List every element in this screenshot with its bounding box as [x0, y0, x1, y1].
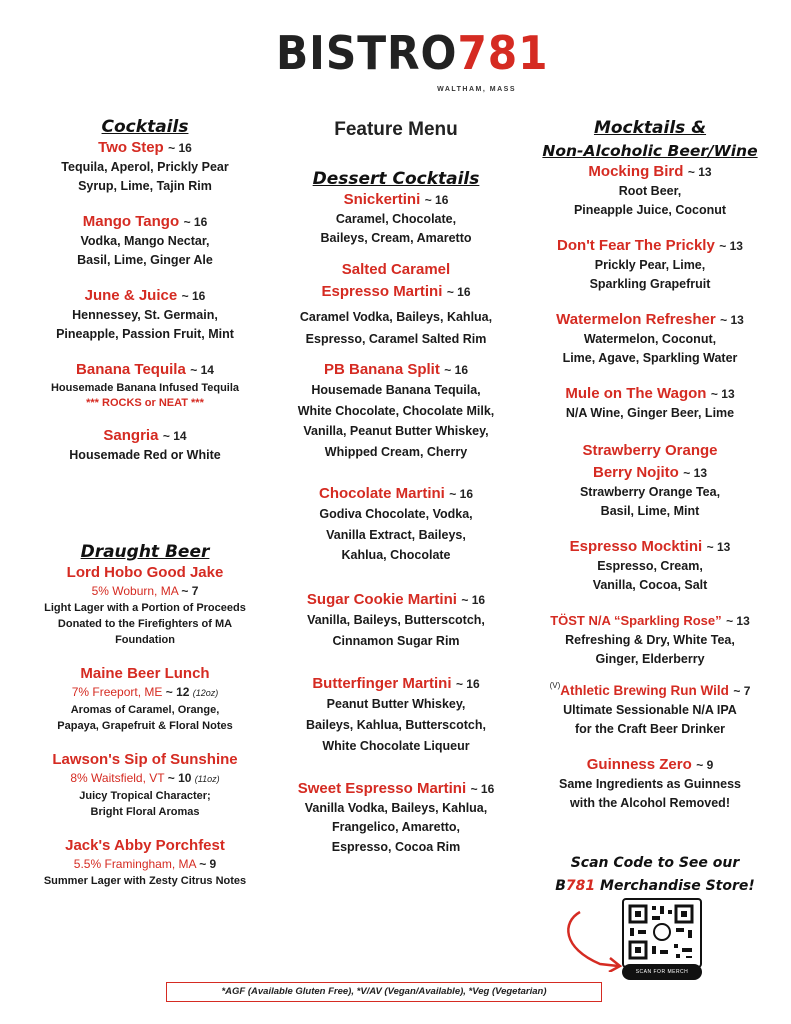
- curved-arrow-icon: [560, 908, 630, 972]
- item-desc: Baileys, Cream, Amaretto: [320, 231, 472, 245]
- item-desc: with the Alcohol Removed!: [570, 796, 730, 810]
- logo: [276, 26, 549, 96]
- dessert-heading: Dessert Cocktails: [312, 169, 480, 189]
- item-price: ~ 12: [165, 685, 190, 699]
- item-desc: Root Beer,: [618, 184, 682, 198]
- item-price: ~ 16: [446, 285, 471, 299]
- logo-bistro: BISTRO: [276, 26, 458, 80]
- item-price: ~ 16: [455, 676, 480, 691]
- item-name: June & Juice: [84, 287, 178, 304]
- menu-item: [530, 384, 770, 423]
- menu-item: [30, 286, 260, 344]
- menu-item: [283, 258, 509, 350]
- item-desc: Vanilla, Cocoa, Salt: [592, 578, 708, 592]
- item-name: Snickertini: [343, 191, 421, 208]
- item-desc: Summer Lager with Zesty Citrus Notes: [43, 875, 247, 887]
- scan-line-1: Scan Code to See our: [570, 855, 740, 871]
- item-price: ~ 7: [733, 684, 751, 698]
- logo-781: 781: [457, 26, 549, 80]
- menu-item: [283, 484, 509, 566]
- item-desc: Housemade Red or White: [69, 448, 221, 462]
- item-desc: Housemade Banana Tequila,: [311, 383, 481, 397]
- item-desc: Light Lager with a Portion of Proceeds: [44, 602, 246, 614]
- scan-b: B: [555, 878, 566, 894]
- item-desc: Sparkling Grapefruit: [589, 277, 711, 291]
- item-location: 5% Woburn, MA: [91, 584, 179, 598]
- item-location: 8% Waitsfield, VT: [70, 771, 165, 785]
- feature-menu-title: Feature Menu: [334, 119, 458, 140]
- menu-item: [530, 310, 770, 368]
- menu-item: [530, 537, 770, 595]
- item-name: Jack's Abby Porchfest: [65, 837, 225, 854]
- item-price: ~ 13: [706, 540, 731, 554]
- item-name: Mule on The Wagon: [565, 385, 707, 402]
- menu-item: [283, 590, 509, 652]
- scan-code-text: [555, 852, 755, 898]
- item-name: Espresso Martini: [321, 283, 443, 300]
- item-price: ~ 16: [461, 592, 486, 607]
- mocktails-heading: Mocktails &: [593, 118, 707, 138]
- item-name: Lawson's Sip of Sunshine: [52, 751, 238, 768]
- item-name: Butterfinger Martini: [312, 674, 452, 692]
- item-name: Sweet Espresso Martini: [297, 779, 467, 797]
- item-location: 7% Freeport, ME: [71, 685, 163, 699]
- menu-item: [30, 836, 260, 889]
- item-note: *** ROCKS or NEAT ***: [86, 397, 204, 409]
- item-desc: White Chocolate, Chocolate Milk,: [297, 403, 495, 418]
- menu-item: [30, 212, 260, 270]
- item-desc: Foundation: [115, 634, 175, 646]
- item-name: Two Step: [98, 139, 164, 156]
- scan-781: 781: [565, 878, 596, 894]
- item-desc: Basil, Lime, Ginger Ale: [77, 253, 213, 267]
- item-name: Mocking Bird: [588, 163, 684, 180]
- cocktails-column: [30, 116, 260, 465]
- item-name: Strawberry Orange: [582, 442, 718, 459]
- item-price: ~ 16: [449, 487, 473, 501]
- beer-heading: Draught Beer: [80, 542, 210, 562]
- item-price: ~ 13: [720, 313, 744, 327]
- menu-item: [283, 779, 509, 858]
- item-desc: Godiva Chocolate, Vodka,: [319, 507, 473, 521]
- item-desc: for the Craft Beer Drinker: [574, 722, 726, 736]
- scan-line-2: [555, 875, 755, 898]
- dietary-legend: *AGF (Available Gluten Free), *V/AV (Vegan/Available), *Veg (Vegetarian): [166, 982, 602, 1002]
- menu-item: [30, 664, 260, 734]
- menu-item: [530, 236, 770, 294]
- item-price: ~ 13: [719, 239, 743, 253]
- item-price: ~ 16: [183, 215, 208, 229]
- item-desc: Cinnamon Sugar Rim: [332, 633, 460, 648]
- item-desc: Donated to the Firefighters of MA: [57, 618, 233, 630]
- item-price: ~ 16: [470, 781, 495, 796]
- item-desc: Kahlua, Chocolate: [341, 548, 451, 562]
- item-price: ~ 13: [726, 614, 750, 628]
- item-desc: Caramel, Chocolate,: [335, 212, 457, 226]
- item-desc: Watermelon, Coconut,: [583, 332, 717, 346]
- item-desc: White Chocolate Liqueur: [322, 738, 470, 753]
- item-price: ~ 9: [696, 758, 714, 772]
- item-desc: Caramel Vodka, Baileys, Kahlua,: [299, 310, 493, 324]
- item-price: ~ 14: [162, 429, 187, 443]
- menu-item: [283, 674, 509, 757]
- item-name: TÖST N/A “Sparkling Rose”: [550, 613, 722, 628]
- item-desc: Espresso, Cocoa Rim: [331, 839, 461, 854]
- item-name: Berry Nojito: [592, 464, 679, 481]
- item-name: Sugar Cookie Martini: [306, 590, 457, 608]
- item-desc: Syrup, Lime, Tajin Rim: [78, 179, 212, 193]
- item-name: Athletic Brewing Run Wild: [560, 683, 729, 698]
- item-desc: Baileys, Kahlua, Butterscotch,: [306, 717, 486, 732]
- item-desc: Prickly Pear, Lime,: [594, 258, 706, 272]
- item-desc: Vodka, Mango Nectar,: [80, 234, 210, 248]
- item-name: Guinness Zero: [586, 756, 692, 773]
- item-name: Salted Caramel: [341, 261, 451, 278]
- item-desc: Pineapple Juice, Coconut: [573, 203, 727, 217]
- item-name: Espresso Mocktini: [569, 538, 703, 555]
- item-desc: Tequila, Aperol, Prickly Pear: [61, 160, 229, 174]
- item-name: Lord Hobo Good Jake: [66, 564, 224, 581]
- item-desc: Espresso, Cream,: [597, 559, 703, 573]
- item-price: ~ 13: [710, 387, 735, 401]
- item-desc: Whipped Cream, Cherry: [324, 444, 468, 459]
- item-desc: Basil, Lime, Mint: [600, 504, 700, 518]
- item-price: ~ 7: [181, 584, 199, 598]
- item-size: (12oz): [192, 688, 219, 698]
- cocktails-heading: Cocktails: [101, 117, 189, 137]
- qr-code-icon: [624, 900, 700, 966]
- menu-item: [530, 681, 770, 739]
- menu-item: [30, 360, 260, 410]
- qr-code[interactable]: [622, 898, 702, 968]
- item-price: ~ 9: [199, 857, 217, 871]
- item-desc: Refreshing & Dry, White Tea,: [565, 633, 735, 647]
- item-name: PB Banana Split: [323, 361, 440, 378]
- item-name: Chocolate Martini: [318, 485, 445, 502]
- item-desc: Ultimate Sessionable N/A IPA: [563, 703, 737, 717]
- item-desc: Ginger, Elderberry: [595, 652, 705, 666]
- item-desc: Pineapple, Passion Fruit, Mint: [56, 327, 234, 341]
- item-desc: Same Ingredients as Guinness: [558, 777, 741, 791]
- item-price: ~ 16: [181, 289, 206, 303]
- item-desc: Vanilla Vodka, Baileys, Kahlua,: [304, 800, 488, 815]
- item-location: 5.5% Framingham, MA: [73, 857, 196, 871]
- menu-item: [530, 162, 770, 220]
- item-desc: Espresso, Caramel Salted Rim: [305, 332, 487, 346]
- logo-location: WALTHAM, MASS: [437, 86, 516, 93]
- item-price: ~ 14: [190, 363, 214, 377]
- item-name: Maine Beer Lunch: [80, 665, 210, 682]
- menu-item: [530, 755, 770, 813]
- item-desc: Strawberry Orange Tea,: [579, 485, 721, 499]
- item-desc: Juicy Tropical Character;: [79, 790, 211, 802]
- item-desc: Lime, Agave, Sparkling Water: [562, 351, 738, 365]
- item-name: Watermelon Refresher: [556, 311, 716, 328]
- item-price: ~ 13: [687, 165, 712, 179]
- mocktails-column: [530, 116, 770, 813]
- item-desc: Housemade Banana Infused Tequila: [50, 382, 240, 394]
- menu-item: [30, 426, 260, 465]
- dessert-column: [283, 118, 509, 857]
- item-desc: Aromas of Caramel, Orange,: [70, 704, 220, 716]
- menu-item: [530, 439, 770, 521]
- item-price: ~ 16: [424, 193, 449, 207]
- item-price: ~ 16: [168, 141, 192, 155]
- item-desc: Hennessey, St. Germain,: [72, 308, 218, 322]
- menu-item: [283, 190, 509, 248]
- item-name: Banana Tequila: [76, 361, 186, 378]
- item-desc: Vanilla, Baileys, Butterscotch,: [307, 612, 485, 627]
- mocktails-subheading: Non-Alcoholic Beer/Wine: [542, 142, 758, 160]
- item-desc: N/A Wine, Ginger Beer, Lime: [565, 406, 735, 420]
- item-price: ~ 16: [444, 363, 468, 377]
- item-desc: Vanilla, Peanut Butter Whiskey,: [303, 424, 489, 438]
- logo-wordmark: [276, 26, 549, 80]
- beer-column: [30, 541, 260, 889]
- item-desc: Papaya, Grapefruit & Floral Notes: [57, 720, 233, 732]
- menu-item: [30, 138, 260, 196]
- menu-item: [30, 750, 260, 820]
- qr-label: SCAN FOR MERCH: [622, 964, 702, 980]
- item-size: (11oz): [194, 774, 220, 784]
- menu-item: [283, 360, 509, 462]
- vegan-marker: (V): [549, 681, 561, 690]
- menu-item: [30, 563, 260, 648]
- item-name: Sangria: [103, 427, 159, 444]
- item-price: ~ 13: [683, 466, 707, 480]
- item-desc: Bright Floral Aromas: [90, 806, 200, 818]
- item-desc: Vanilla Extract, Baileys,: [326, 527, 466, 542]
- item-name: Don't Fear The Prickly: [557, 237, 715, 254]
- item-desc: Frangelico, Amaretto,: [331, 820, 461, 834]
- scan-store: Merchandise Store!: [595, 878, 755, 894]
- item-name: Mango Tango: [82, 213, 180, 230]
- item-price: ~ 10: [167, 771, 192, 785]
- item-desc: Peanut Butter Whiskey,: [326, 696, 466, 711]
- menu-item: [530, 611, 770, 669]
